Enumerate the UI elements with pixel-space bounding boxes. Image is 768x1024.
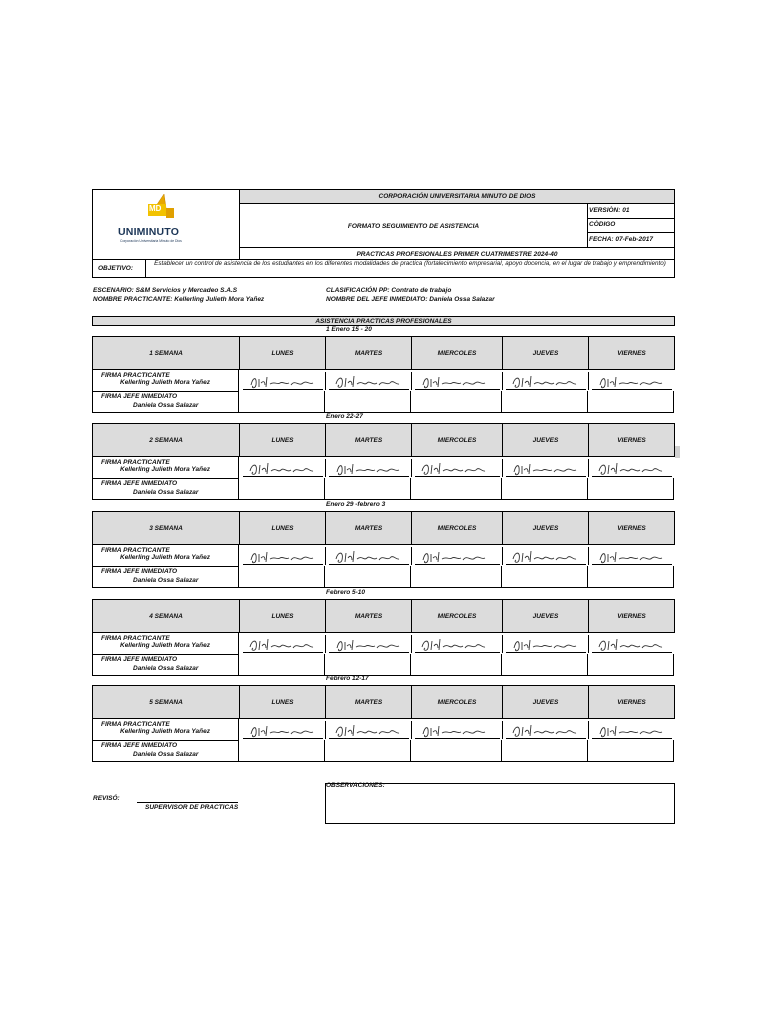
escenario: ESCENARIO: S&M Servicios y Mercadeo S.A.S xyxy=(93,287,238,294)
jefe-signature-cell[interactable] xyxy=(502,566,588,588)
logo-wordmark: UNIMINUTO xyxy=(118,226,180,238)
jefe-signature-cell[interactable] xyxy=(325,566,411,588)
col-divider xyxy=(502,721,503,739)
signature-line xyxy=(415,389,500,390)
jefe-signature-cell[interactable] xyxy=(502,478,588,500)
day-header: VIERNES xyxy=(617,698,646,706)
jefe-signature-cell[interactable] xyxy=(239,740,325,762)
day-header: JUEVES xyxy=(532,524,559,532)
day-header: MIERCOLES xyxy=(437,698,477,706)
date-label: FECHA: 07-Feb-2017 xyxy=(589,236,653,243)
code-label: CÒDIGO xyxy=(589,221,616,228)
jefe-signature-cell[interactable] xyxy=(502,391,588,413)
day-header: VIERNES xyxy=(617,349,646,357)
observaciones-box[interactable] xyxy=(325,783,675,824)
firma-jefe-title: FIRMA JEFE INMEDIATO xyxy=(101,480,178,487)
col-divider xyxy=(502,372,503,390)
firma-practicante-title: FIRMA PRACTICANTE xyxy=(101,721,170,728)
jefe-signature-cell[interactable] xyxy=(411,654,502,676)
signature-line xyxy=(415,738,500,739)
objective-text: Establecer un control de asistencia de los estudiantes en los diferentes modalidades de practica (fortalecimiento empresarial, apoyo docencia, en el lugar de trabajo y emprendimiento) xyxy=(154,260,666,267)
day-header: MIERCOLES xyxy=(437,524,477,532)
col-divider xyxy=(325,635,326,653)
col-divider xyxy=(411,372,412,390)
jefe-signature-cell[interactable] xyxy=(502,654,588,676)
week-dates: Enero 29 -febrero 3 xyxy=(326,501,386,508)
signature-line xyxy=(415,476,500,477)
firma-jefe-name: Daniela Ossa Salazar xyxy=(133,665,199,672)
col-divider xyxy=(588,547,589,565)
col-divider xyxy=(502,547,503,565)
day-header: LUNES xyxy=(271,698,294,706)
signature-line xyxy=(592,476,672,477)
col-divider xyxy=(325,547,326,565)
day-header: MARTES xyxy=(354,436,383,444)
firma-practicante-title: FIRMA PRACTICANTE xyxy=(101,547,170,554)
day-header: MIERCOLES xyxy=(437,612,477,620)
col-divider xyxy=(411,547,412,565)
firma-practicante-name: Kellerling Julieth Mora Yañez xyxy=(120,728,210,735)
day-header: JUEVES xyxy=(532,436,559,444)
jefe-signature-cell[interactable] xyxy=(239,391,325,413)
signature-line xyxy=(592,564,672,565)
signature-line xyxy=(506,738,586,739)
week-label-cell: 4 SEMANA xyxy=(149,612,183,620)
firma-practicante-name: Kellerling Julieth Mora Yañez xyxy=(120,466,210,473)
signature-line xyxy=(329,476,409,477)
day-header: MARTES xyxy=(354,524,383,532)
jefe-signature-cell[interactable] xyxy=(325,478,411,500)
signature-line xyxy=(592,652,672,653)
objective-label: OBJETIVO: xyxy=(98,265,134,272)
day-header: MIERCOLES xyxy=(437,436,477,444)
jefe-signature-cell[interactable] xyxy=(411,391,502,413)
day-header: LUNES xyxy=(271,436,294,444)
jefe-signature-cell[interactable] xyxy=(411,566,502,588)
firma-practicante-title: FIRMA PRACTICANTE xyxy=(101,635,170,642)
signature-line xyxy=(506,652,586,653)
observaciones-label: OBSERVACIONES: xyxy=(326,782,385,789)
day-header: VIERNES xyxy=(617,524,646,532)
jefe-signature-cell[interactable] xyxy=(325,654,411,676)
firma-jefe-title: FIRMA JEFE INMEDIATO xyxy=(101,656,178,663)
day-header: JUEVES xyxy=(532,349,559,357)
day-header: LUNES xyxy=(271,612,294,620)
scroll-marker xyxy=(675,446,680,458)
signature-line xyxy=(592,389,672,390)
day-header: LUNES xyxy=(271,524,294,532)
form-title: FORMATO SEGUIMIENTO DE ASISTENCIA xyxy=(347,222,480,230)
col-divider xyxy=(588,635,589,653)
week-label-cell: 5 SEMANA xyxy=(149,698,183,706)
day-header: MARTES xyxy=(354,349,383,357)
jefe-signature-cell[interactable] xyxy=(411,740,502,762)
firma-jefe-name: Daniela Ossa Salazar xyxy=(133,577,199,584)
firma-jefe-title: FIRMA JEFE INMEDIATO xyxy=(101,742,178,749)
col-divider xyxy=(588,372,589,390)
uniminuto-logo xyxy=(110,192,220,247)
col-divider xyxy=(502,635,503,653)
signature-line xyxy=(329,389,409,390)
signature-line xyxy=(329,564,409,565)
day-header: LUNES xyxy=(271,349,294,357)
jefe-signature-cell[interactable] xyxy=(502,740,588,762)
reviso-label: REVISÓ: xyxy=(93,795,120,802)
institution-name: CORPORACIÓN UNIVERSITARIA MINUTO DE DIOS xyxy=(240,190,674,204)
week-label-cell: 3 SEMANA xyxy=(149,524,183,532)
jefe-signature-cell[interactable] xyxy=(325,740,411,762)
firma-practicante-name: Kellerling Julieth Mora Yañez xyxy=(120,642,210,649)
col-divider xyxy=(588,459,589,477)
col-divider xyxy=(325,372,326,390)
jefe-signature-cell[interactable] xyxy=(588,478,674,500)
col-divider xyxy=(502,459,503,477)
col-divider xyxy=(411,459,412,477)
signature-line xyxy=(243,389,323,390)
firma-practicante-name: Kellerling Julieth Mora Yañez xyxy=(120,554,210,561)
week-dates: 1 Enero 15 - 20 xyxy=(326,326,372,333)
signature-line xyxy=(415,652,500,653)
signature-line xyxy=(243,652,323,653)
nombre-practicante: NOMBRE PRACTICANTE: Kellerling Julieth Mora Yañez xyxy=(93,296,265,303)
week-label-cell: 1 SEMANA xyxy=(149,349,183,357)
day-header: MARTES xyxy=(354,698,383,706)
jefe-signature-cell[interactable] xyxy=(588,566,674,588)
day-header: MARTES xyxy=(354,612,383,620)
signature-line xyxy=(592,738,672,739)
signature-line xyxy=(329,738,409,739)
jefe-signature-cell[interactable] xyxy=(239,478,325,500)
jefe-signature-cell[interactable] xyxy=(325,391,411,413)
signature-line xyxy=(329,652,409,653)
firma-jefe-title: FIRMA JEFE INMEDIATO xyxy=(101,568,178,575)
firma-jefe-name: Daniela Ossa Salazar xyxy=(133,751,199,758)
col-divider xyxy=(588,721,589,739)
logo-subtitle: Corporación Universitaria Minuto de Dios xyxy=(120,239,182,243)
signature-line xyxy=(243,564,323,565)
col-divider xyxy=(325,721,326,739)
signature-line xyxy=(415,564,500,565)
jefe-signature-cell[interactable] xyxy=(588,391,674,413)
day-header: JUEVES xyxy=(532,612,559,620)
firma-practicante-name: Kellerling Julieth Mora Yañez xyxy=(120,379,210,386)
signature-line xyxy=(506,564,586,565)
week-dates: Enero 22-27 xyxy=(326,413,363,420)
col-divider xyxy=(411,721,412,739)
firma-jefe-title: FIRMA JEFE INMEDIATO xyxy=(101,393,178,400)
jefe-signature-cell[interactable] xyxy=(239,654,325,676)
col-divider xyxy=(325,459,326,477)
jefe-signature-cell[interactable] xyxy=(411,478,502,500)
week-dates: Febrero 12-17 xyxy=(326,675,369,682)
day-header: VIERNES xyxy=(617,612,646,620)
version-label: VERSIÒN: 01 xyxy=(589,207,630,214)
firma-jefe-name: Daniela Ossa Salazar xyxy=(133,402,199,409)
week-dates: Febrero 5-10 xyxy=(326,589,366,596)
section-title: ASISTENCIA PRACTICAS PROFESIONALES xyxy=(92,316,675,326)
firma-jefe-name: Daniela Ossa Salazar xyxy=(133,489,199,496)
jefe-signature-cell[interactable] xyxy=(588,740,674,762)
day-header: MIERCOLES xyxy=(437,349,477,357)
firma-practicante-title: FIRMA PRACTICANTE xyxy=(101,372,170,379)
logo-mark-text: MD xyxy=(149,204,162,213)
day-header: JUEVES xyxy=(532,698,559,706)
week-label-cell: 2 SEMANA xyxy=(149,436,183,444)
jefe-signature-cell[interactable] xyxy=(239,566,325,588)
signature-line xyxy=(243,476,323,477)
signature-line xyxy=(506,476,586,477)
day-header: VIERNES xyxy=(617,436,646,444)
signature-line xyxy=(243,738,323,739)
clasificacion: CLASIFICACIÓN PP: Contrato de trabajo xyxy=(326,287,452,294)
jefe-signature-cell[interactable] xyxy=(588,654,674,676)
col-divider xyxy=(411,635,412,653)
signature-line xyxy=(506,389,586,390)
nombre-jefe: NOMBRE DEL JEFE INMEDIATO: Daniela Ossa Salazar xyxy=(326,296,495,303)
firma-practicante-title: FIRMA PRACTICANTE xyxy=(101,459,170,466)
period-title: PRACTICAS PROFESIONALES PRIMER CUATRIMESTRE 2024-40 xyxy=(356,250,558,258)
supervisor-label: SUPERVISOR DE PRACTICAS xyxy=(145,804,239,811)
